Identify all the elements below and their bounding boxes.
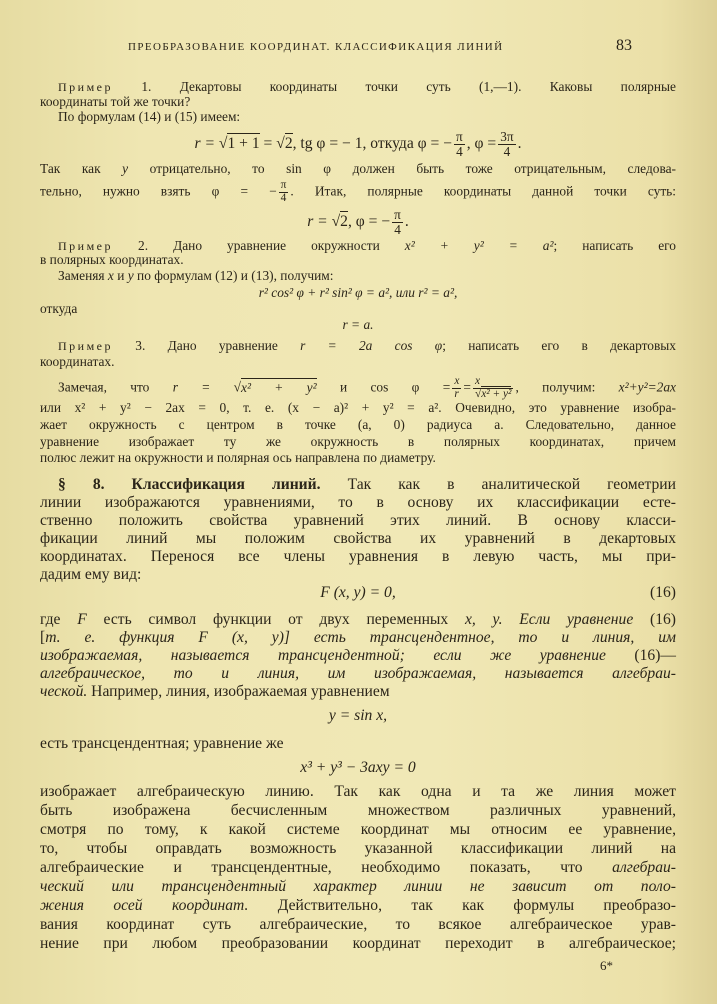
math: x²+y²=2ax: [618, 379, 676, 395]
text: по формулам (12) и (13), получим:: [133, 268, 334, 283]
math: .: [404, 213, 409, 230]
example-label: Пример: [58, 80, 114, 94]
formula: r = a.: [342, 317, 374, 332]
text: Например, линия, изображаемая уравнением: [87, 683, 390, 700]
denominator: 4: [503, 143, 511, 159]
numerator: π: [456, 129, 463, 144]
text-line: ственно положить свойства уравнений этих линий. В основу класси-: [40, 512, 676, 529]
text-line: [40, 684, 676, 700]
text-line: изображает алгебраическую линию. Так как одна и та же линия может: [40, 783, 676, 800]
text-line: фикации линий мы положим свойства их уравнений в декартовых: [40, 530, 676, 547]
text: 2. Дано уравнение окружности: [113, 238, 405, 253]
text-line: линии изображаются уравнениями, то в основу их классификации есте-: [40, 494, 676, 511]
text-line: [40, 630, 676, 646]
text-line: координаты той же точки?: [40, 94, 191, 109]
math: r = √: [194, 135, 228, 152]
text-line: [40, 477, 676, 493]
text-line: координатах. Перенося все члены уравнения в левую часть, мы при-: [40, 548, 676, 565]
text: алгебраи-: [612, 859, 676, 876]
math: =: [463, 379, 471, 395]
text-line: быть изображена бесчисленным множеством различных уравнений,: [40, 802, 676, 819]
text-line: есть трансцендентная; уравнение же: [40, 735, 284, 752]
numerator: x: [454, 375, 460, 387]
math: y: [127, 268, 134, 283]
text: Действительно, так как формулы преобразо-: [248, 897, 677, 914]
text: ; написать его: [553, 238, 677, 253]
math: x: [107, 268, 114, 283]
text-line: [40, 648, 676, 664]
formula: [40, 585, 676, 601]
text: т. е. функция: [45, 629, 175, 646]
math: F: [77, 611, 87, 628]
text: тельно, нужно взять φ = −: [40, 183, 277, 199]
text-line: [40, 180, 676, 205]
numerator: x: [473, 376, 514, 389]
equation-number: (16): [650, 584, 676, 601]
text: [: [40, 629, 46, 646]
page-number: 83: [616, 37, 632, 54]
numerator: 3π: [500, 129, 514, 144]
math: 2: [284, 135, 293, 152]
text: жения осей координат.: [40, 897, 249, 914]
text-line: [40, 339, 676, 352]
text: где: [40, 611, 78, 628]
numerator: π: [280, 179, 287, 191]
text: и cos φ =: [316, 379, 451, 395]
text-line: вания координат суть алгебраические, то всякое алгебраическое урав-: [40, 916, 676, 933]
text-line: [40, 376, 676, 401]
text: и: [113, 268, 128, 283]
text-line: ческий или трансцендентный характер линии не зависит от поло-: [40, 878, 676, 895]
math: x² + y²: [481, 387, 512, 400]
text-line: или x² + y² − 2ax = 0, т. е. (x − a)² + y² = a². Очевидно, это уравнение изобра-: [40, 400, 676, 415]
text: . Итак, полярные координаты данной точки суть:: [290, 183, 676, 199]
denominator: 4: [456, 143, 463, 159]
text: Замечая, что: [58, 379, 173, 395]
math: x² + y²: [241, 379, 317, 395]
text-line: алгебраическое, то и линия, им изображаемая, называется алгебраи-: [40, 665, 676, 682]
math: 1 + 1: [227, 135, 260, 152]
math: , φ =: [466, 135, 497, 152]
text: Так как: [40, 161, 123, 176]
text: 1. Декартовы координаты точки суть (1,—1). Каковы полярные: [113, 79, 676, 94]
text: алгебраические и трансцендентные, необходимо показать, что: [40, 859, 613, 876]
text: Если уравнение: [502, 611, 634, 628]
denominator: r: [454, 387, 459, 400]
denominator: 4: [280, 191, 287, 204]
math: √: [474, 387, 482, 400]
math: r = 2a cos φ: [300, 338, 443, 353]
formula: y = sin x,: [328, 707, 388, 724]
text-line: [40, 860, 676, 876]
math: = √: [259, 135, 285, 152]
text-line: смотря по тому, к какой системе координат мы относим ее уравнение,: [40, 821, 676, 838]
fraction: [473, 376, 514, 401]
text-line: дадим ему вид:: [40, 566, 142, 583]
section-heading: § 8. Классификация линий.: [58, 476, 321, 493]
formula: [40, 208, 676, 237]
text: (16)—: [605, 647, 676, 664]
math: 2: [340, 213, 348, 230]
formula: [40, 130, 676, 159]
text-line: [40, 80, 676, 93]
text-line: координатах.: [40, 354, 115, 369]
example-label: Пример: [58, 339, 114, 353]
text: ческой.: [40, 683, 88, 700]
text: (16): [633, 611, 676, 628]
fraction: [392, 208, 403, 237]
math: x, y.: [464, 611, 503, 628]
math: F (x, y)]: [174, 629, 314, 646]
text: 3. Дано уравнение: [113, 338, 301, 353]
math: y: [122, 161, 129, 176]
text-line: [40, 239, 676, 252]
text-line: откуда: [40, 301, 78, 316]
math: , tg φ = − 1, откуда φ = −: [292, 135, 453, 152]
math: x² + y² = a²: [404, 238, 554, 253]
math: , φ = −: [347, 213, 391, 230]
fraction: [454, 130, 465, 159]
text: , получим:: [515, 379, 619, 395]
example-label: Пример: [58, 239, 114, 253]
formula: r² cos² φ + r² sin² φ = a², или r² = a²,: [258, 285, 458, 300]
formula: x³ + y³ − 3axy = 0: [300, 759, 416, 776]
denominator: 4: [394, 221, 401, 237]
text-line: уравнение изображает ту же окружность в полярных координатах, причем: [40, 434, 676, 449]
text-line: По формулам (14) и (15) имеем:: [58, 109, 241, 124]
text-line: жает окружность с центром в точке (a, 0) радиуса a. Следовательно, данное: [40, 417, 676, 432]
math: .: [517, 135, 522, 152]
math: r = √: [172, 379, 241, 395]
numerator: π: [394, 207, 401, 222]
fraction: [452, 376, 461, 401]
text: отрицательно, то sin φ должен быть тоже отрицательным, следова-: [128, 161, 676, 176]
math: r = √: [307, 213, 341, 230]
text: есть трансцендентное, то и линия, им: [313, 629, 676, 646]
text-line: в полярных координатах.: [40, 252, 184, 267]
text: Так как в аналитической геометрии: [320, 476, 676, 493]
text-line: [40, 162, 676, 175]
text: есть символ функции от двух переменных: [86, 611, 465, 628]
text-line: нение при любом преобразовании координат переходит в алгебраическое;: [40, 935, 676, 952]
text: Заменяя: [58, 268, 108, 283]
text-line: то, чтобы оправдать возможность указанной классификации линий на: [40, 840, 676, 857]
math: F (x, y) = 0,: [320, 584, 396, 601]
running-title: ПРЕОБРАЗОВАНИЕ КООРДИНАТ. КЛАССИФИКАЦИЯ ЛИНИЙ: [128, 41, 504, 53]
text-line: полюс лежит на окружности и полярная ось направлена по диаметру.: [40, 450, 436, 465]
text-line: [40, 269, 676, 282]
text: ; написать его в декартовых: [442, 338, 676, 353]
signature-mark: 6*: [600, 958, 613, 973]
text-line: [40, 612, 676, 628]
text: изображаемая, называется трансцендентной; если же уравнение: [40, 647, 606, 664]
fraction: [279, 180, 289, 205]
text-line: [40, 898, 676, 914]
fraction: [498, 130, 515, 159]
